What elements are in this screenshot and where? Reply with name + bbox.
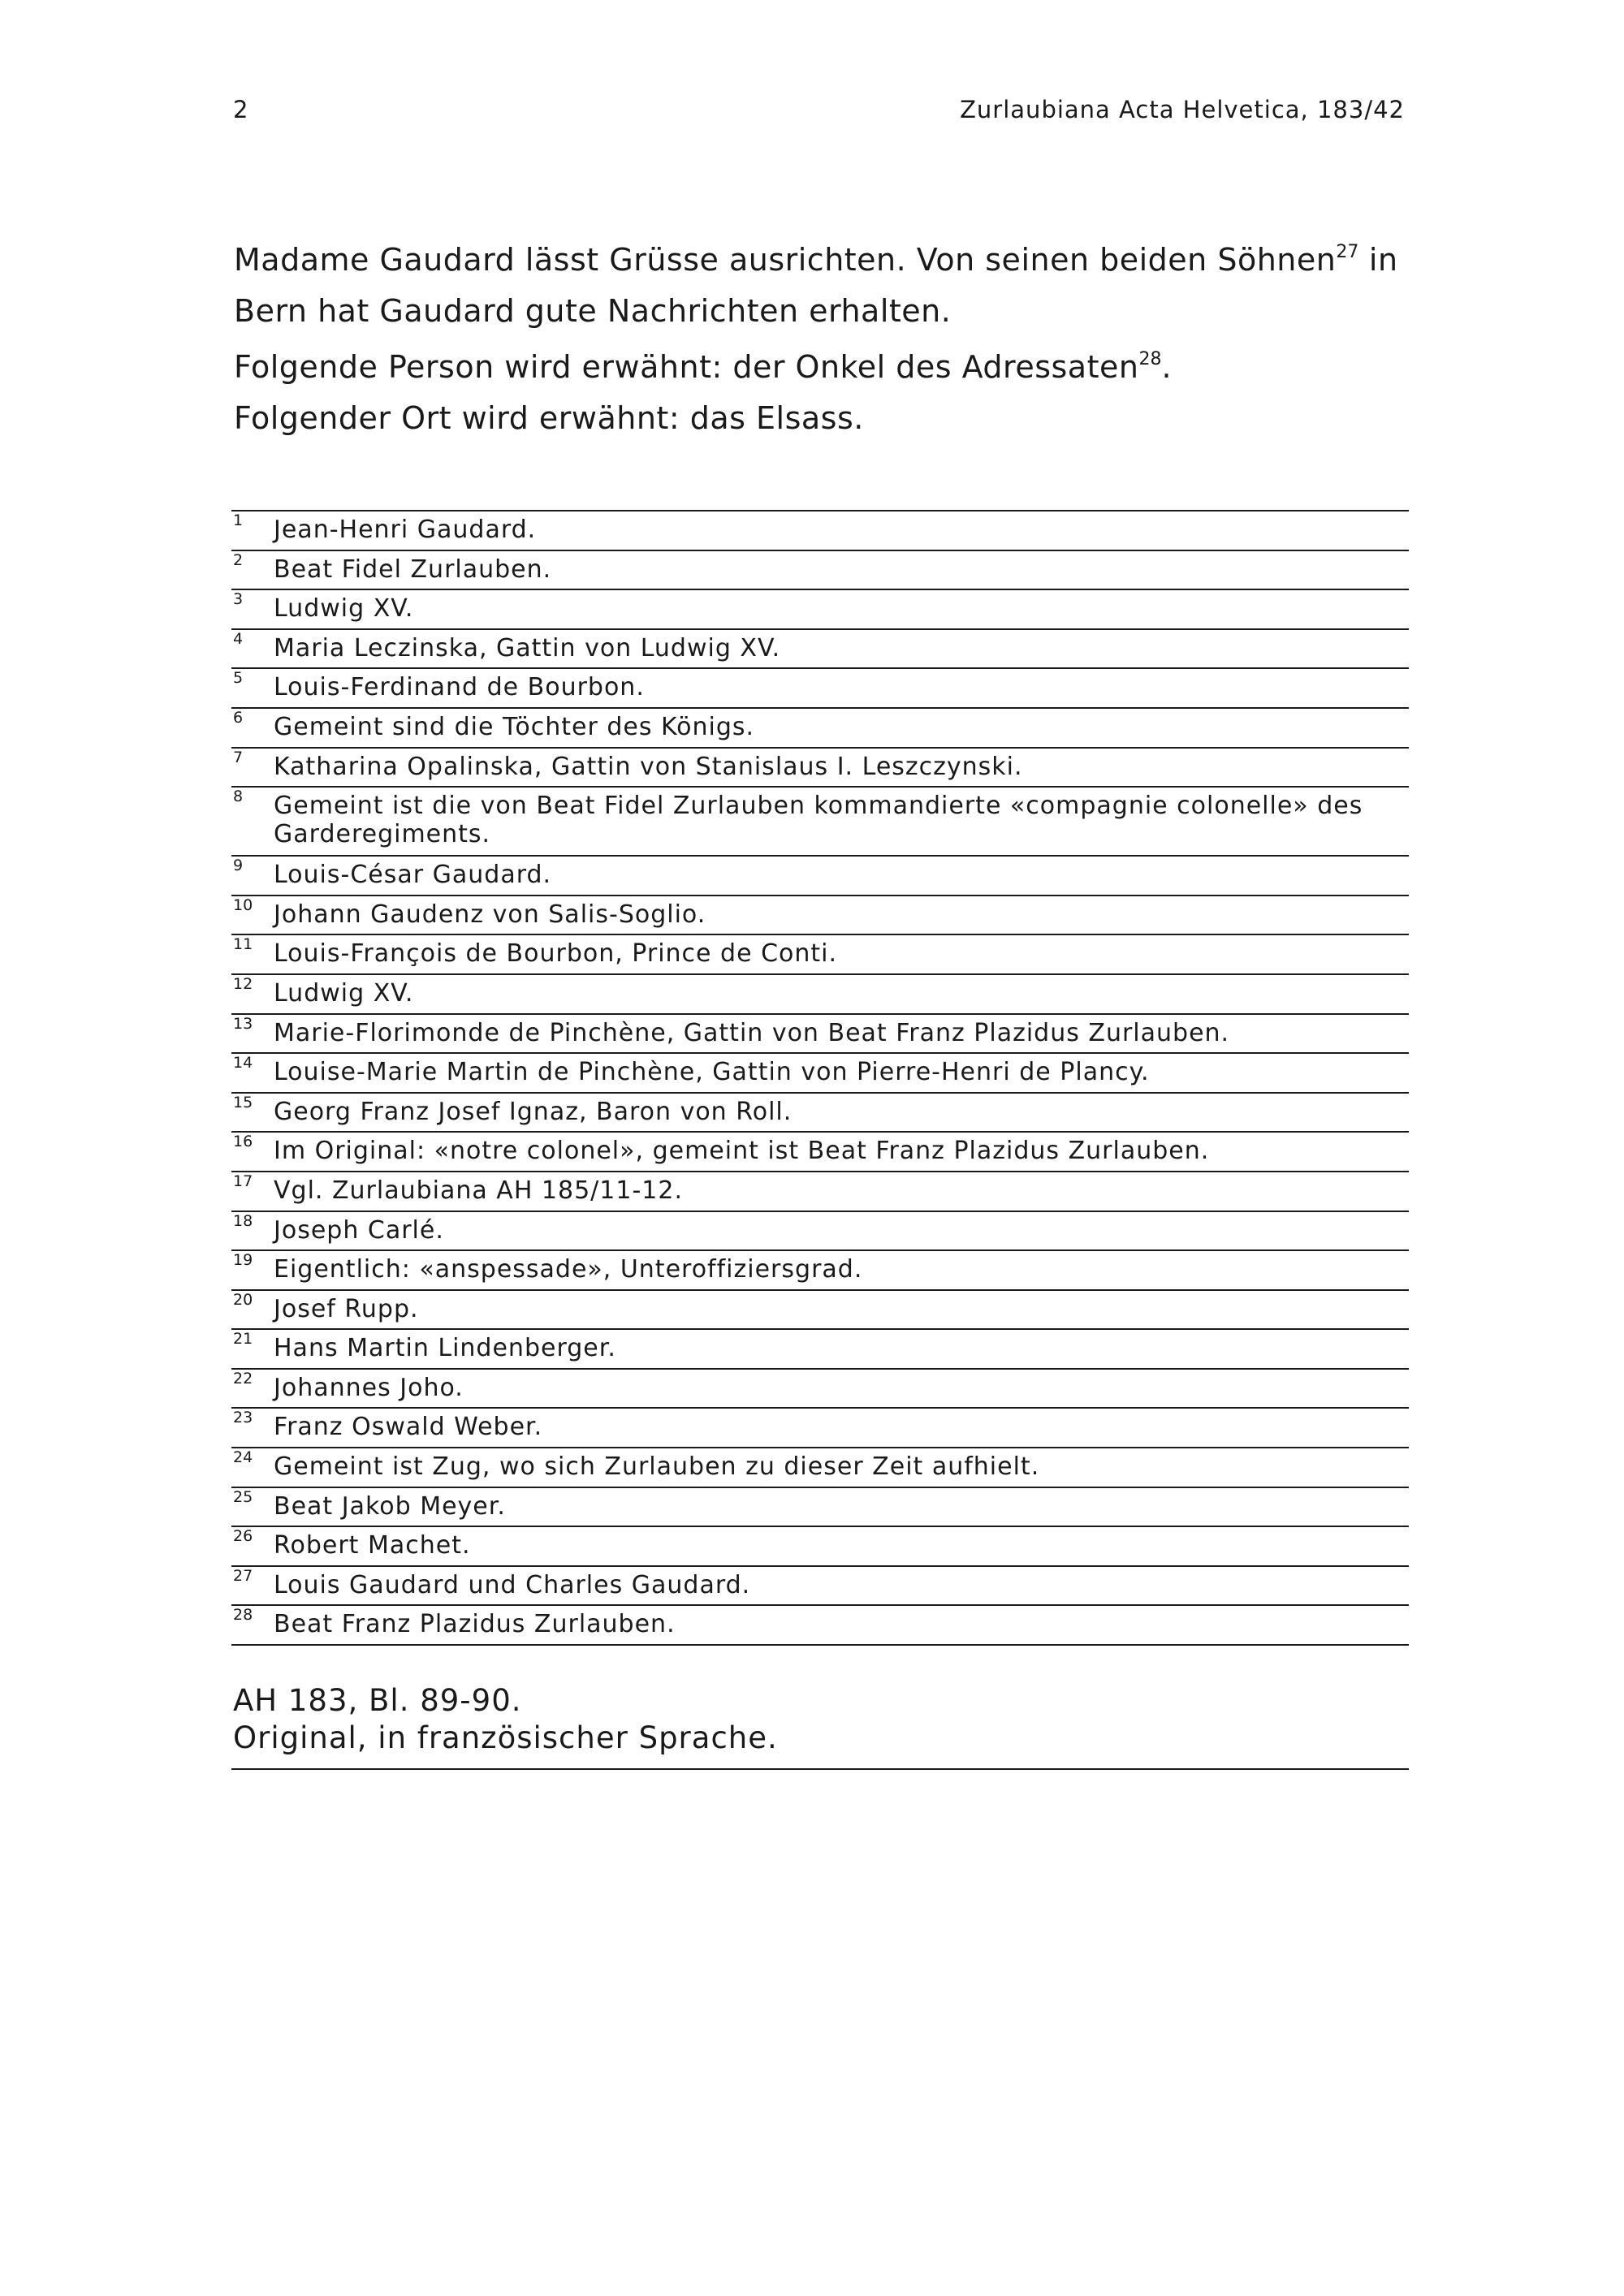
footnote-row: [231, 669, 1409, 709]
footnote-text: Franz Oswald Weber.: [274, 1413, 543, 1442]
footnote-row: [231, 551, 1409, 591]
footnote-row: [231, 1291, 1409, 1331]
footnote-text: Ludwig XV.: [274, 978, 414, 1008]
footnote-text: Gemeint ist Zug, wo sich Zurlauben zu dieser Zeit aufhielt.: [274, 1452, 1040, 1482]
footnote-row: [231, 1567, 1409, 1607]
footnote-number: 4: [233, 629, 244, 648]
footnote-number: 17: [233, 1172, 253, 1190]
footnote-number: 20: [233, 1290, 253, 1309]
footnote-number: 12: [233, 974, 253, 993]
footnote-text: Gemeint ist die von Beat Fidel Zurlauben kommandierte «compagnie colonelle» des Garderegiments.: [274, 792, 1363, 849]
footnote-row: [231, 935, 1409, 975]
footnote-number: 11: [233, 935, 253, 954]
footnotes-list: [231, 510, 1409, 1646]
footnote-number: 6: [233, 708, 244, 727]
footnote-number: 18: [233, 1211, 253, 1230]
footnote-text: Im Original: «notre colonel», gemeint ist Beat Franz Plazidus Zurlauben.: [274, 1137, 1210, 1166]
footnote-text: Louis-César Gaudard.: [274, 861, 552, 890]
footnote-row: [231, 1488, 1409, 1528]
footnote-row: [231, 749, 1409, 788]
footnote-text: Louis Gaudard und Charles Gaudard.: [274, 1570, 751, 1599]
footnote-text: Beat Jakob Meyer.: [274, 1491, 506, 1521]
footnote-number: 16: [233, 1133, 253, 1151]
footnote-number: 7: [233, 748, 244, 766]
footnote-number: 13: [233, 1014, 253, 1033]
footnote-number: 22: [233, 1369, 253, 1388]
footnote-text: Louis-François de Bourbon, Prince de Conti.: [274, 939, 838, 969]
footnote-row: [231, 1409, 1409, 1448]
footnote-number: 24: [233, 1448, 253, 1467]
page-number: 2: [233, 96, 249, 123]
footnote-row: [231, 1448, 1409, 1488]
source-note: Original, in französischer Sprache.: [233, 1720, 778, 1755]
footnote-text: Eigentlich: «anspessade», Unteroffiziersgrad.: [274, 1255, 863, 1284]
footnote-row: [231, 857, 1409, 896]
footnote-row: [231, 1094, 1409, 1133]
footnote-row: [231, 1527, 1409, 1567]
summary-text-cont: in Bern hat Gaudard gute Nachrichten erhalten.: [234, 242, 1398, 329]
source-block: [231, 1672, 1409, 1770]
mentions-person: Folgende Person wird erwähnt: der Onkel des Adressaten: [234, 349, 1139, 385]
footnote-text: Marie-Florimonde de Pinchène, Gattin von Beat Franz Plazidus Zurlauben.: [274, 1018, 1230, 1047]
footnote-row: [231, 630, 1409, 670]
running-header: Zurlaubiana Acta Helvetica, 183/42: [960, 96, 1405, 123]
footnote-number: 9: [233, 857, 244, 875]
footnote-number: 15: [233, 1093, 253, 1111]
footnote-text: Gemeint sind die Töchter des Königs.: [274, 712, 755, 741]
footnote-number: 25: [233, 1487, 253, 1506]
footnote-text: Robert Machet.: [274, 1531, 471, 1560]
footnote-row: [231, 1015, 1409, 1055]
footnote-number: 28: [233, 1606, 253, 1625]
footnote-text: Ludwig XV.: [274, 594, 414, 624]
footnote-text: Louis-Ferdinand de Bourbon.: [274, 673, 645, 702]
footnote-text: Johannes Joho.: [274, 1373, 464, 1402]
footnote-text: Josef Rupp.: [274, 1294, 419, 1323]
footnote-number: 1: [233, 511, 244, 529]
footnote-row: [231, 1606, 1409, 1646]
summary-paragraph: [234, 237, 1411, 334]
footnote-row: [231, 1172, 1409, 1212]
mentions-place: Folgender Ort wird erwähnt: das Elsass.: [234, 400, 864, 436]
footnote-number: 3: [233, 590, 244, 609]
footnote-row: [231, 590, 1409, 630]
footnote-number: 14: [233, 1054, 253, 1072]
footnote-text: Beat Franz Plazidus Zurlauben.: [274, 1610, 676, 1639]
footnote-number: 8: [233, 788, 244, 806]
footnote-number: 19: [233, 1251, 253, 1270]
footnote-text: Georg Franz Josef Ignaz, Baron von Roll.: [274, 1097, 793, 1126]
footnote-text: Hans Martin Lindenberger.: [274, 1334, 616, 1363]
footnote-number: 21: [233, 1330, 253, 1349]
footnote-row: [231, 975, 1409, 1015]
footnote-number: 23: [233, 1409, 253, 1427]
footnote-text: Joseph Carlé.: [274, 1215, 444, 1245]
footnote-text: Johann Gaudenz von Salis-Soglio.: [274, 900, 706, 929]
footnote-number: 10: [233, 896, 253, 914]
footnote-text: Louise-Marie Martin de Pinchène, Gattin von Pierre-Henri de Plancy.: [274, 1058, 1150, 1087]
summary-text: Madame Gaudard lässt Grüsse ausrichten. Von seinen beiden Söhnen: [234, 242, 1337, 278]
footnote-number: 5: [233, 669, 244, 688]
footnote-number: 27: [233, 1566, 253, 1585]
footnote-row: [231, 1133, 1409, 1172]
footnote-number: 26: [233, 1527, 253, 1546]
footnote-text: Jean-Henri Gaudard.: [274, 516, 537, 544]
footnote-row: [231, 788, 1409, 857]
footnote-row: [231, 1212, 1409, 1252]
body-text: [234, 237, 1411, 442]
footnote-row: [231, 709, 1409, 749]
footnote-row: [231, 511, 1409, 551]
mentions-person-end: .: [1161, 349, 1173, 385]
footnote-row: [231, 1330, 1409, 1370]
footnote-text: Beat Fidel Zurlauben.: [274, 555, 552, 584]
footnote-row: [231, 1370, 1409, 1409]
footnote-row: [231, 1251, 1409, 1291]
footnote-row: [231, 1054, 1409, 1094]
footnote-number: 2: [233, 550, 244, 569]
footnote-text: Vgl. Zurlaubiana AH 185/11-12.: [274, 1176, 683, 1205]
footnote-row: [231, 896, 1409, 936]
footnote-ref[interactable]: 28: [1138, 349, 1162, 369]
footnote-text: Maria Leczinska, Gattin von Ludwig XV.: [274, 633, 781, 662]
footnote-ref[interactable]: 27: [1336, 242, 1359, 262]
mentions-paragraph: [234, 344, 1411, 442]
footnote-text: Katharina Opalinska, Gattin von Stanislaus I. Leszczynski.: [274, 752, 1023, 781]
source-reference: AH 183, Bl. 89-90.: [233, 1683, 522, 1718]
